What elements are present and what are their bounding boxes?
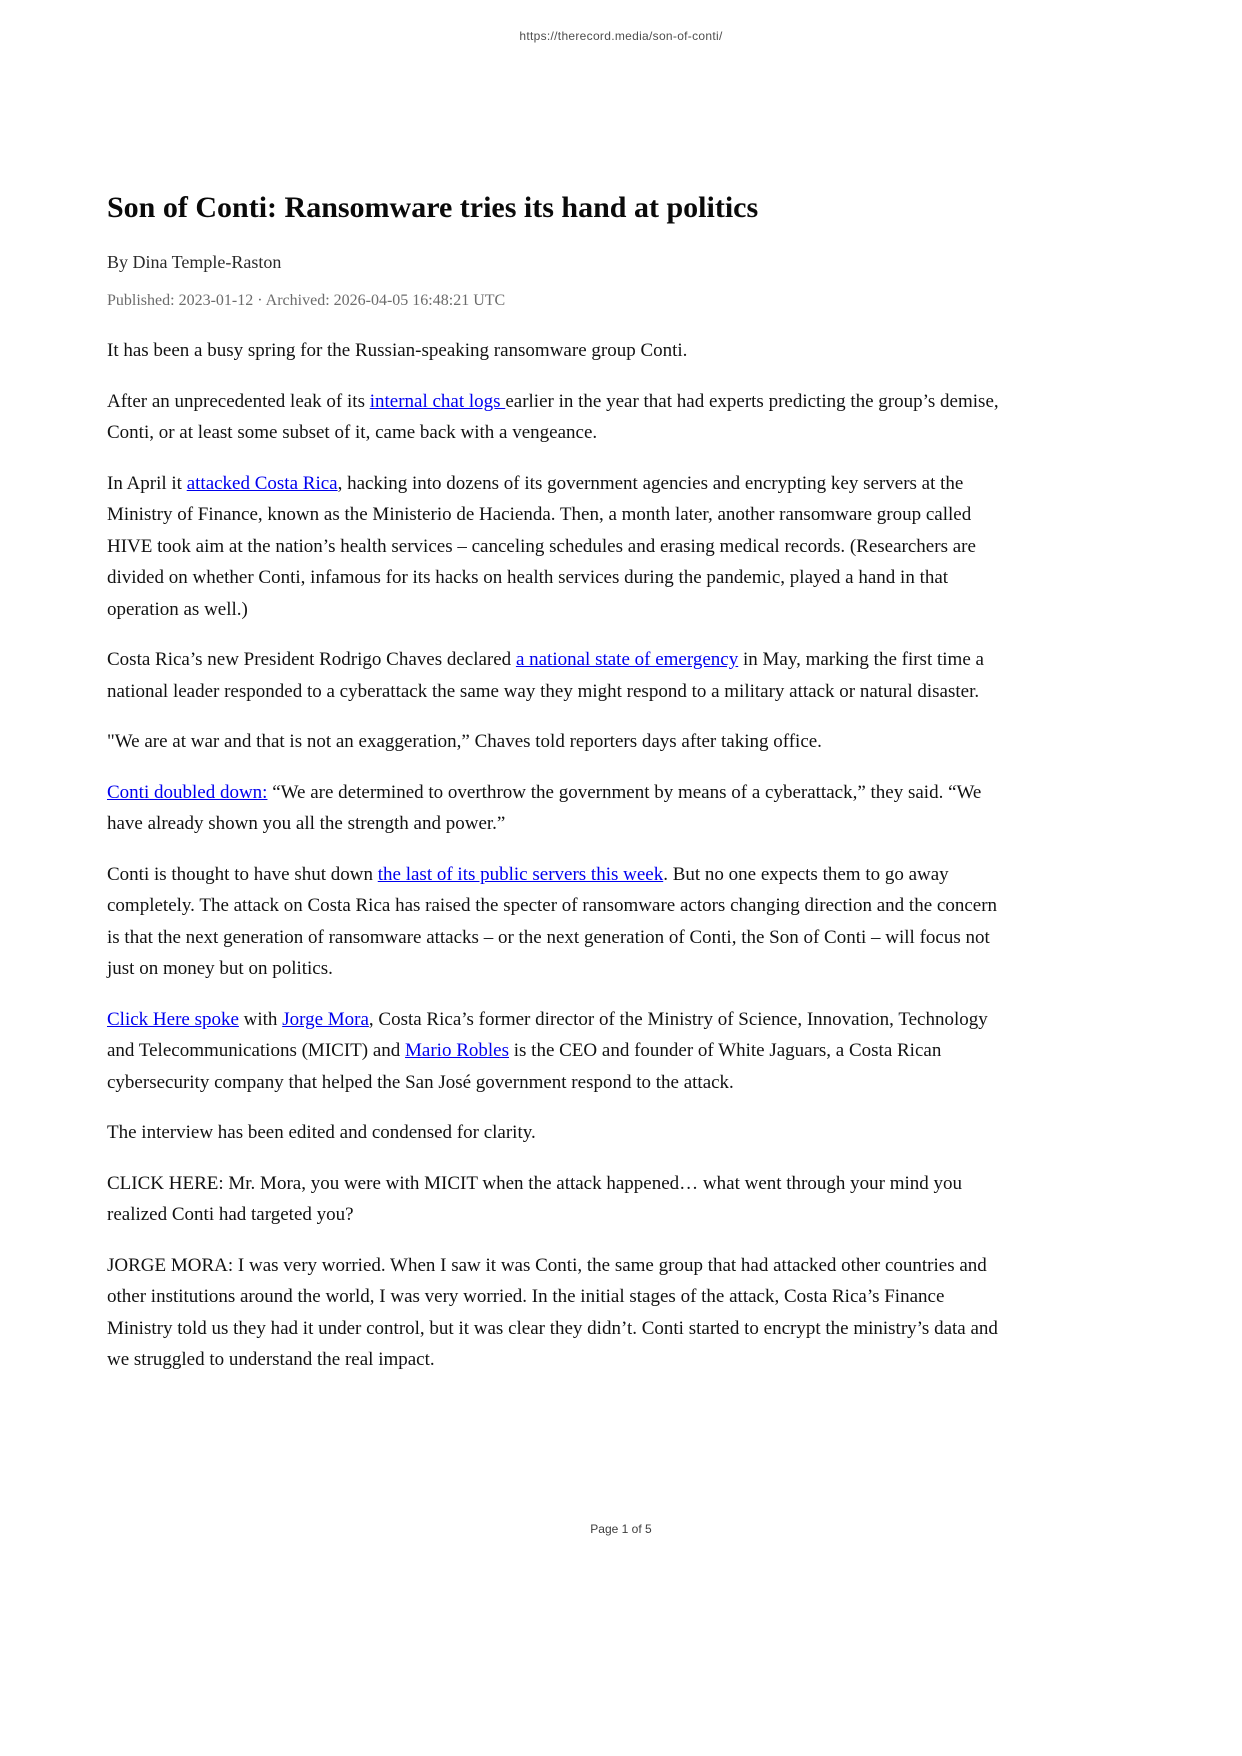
- inline-link[interactable]: Click Here spoke: [107, 1008, 239, 1030]
- print-header-url: https://therecord.media/son-of-conti/: [519, 29, 723, 43]
- article-byline: By Dina Temple-Raston: [107, 252, 282, 272]
- paragraph: [107, 1004, 1004, 1099]
- inline-link[interactable]: Conti doubled down:: [107, 781, 268, 803]
- paragraph-text: "We are at war and that is not an exaggeration,” Chaves told reporters days after taking office.: [107, 731, 822, 752]
- paragraph-text: is the CEO and founder of White Jaguars, a Costa Rican cybersecurity company that helped the San José government respond to the attack.: [107, 1040, 942, 1093]
- paragraph: [107, 859, 1004, 985]
- paragraph-text: “We are determined to overthrow the government by means of a cyberattack,” they said. “We have already shown you all the strength and power.”: [107, 781, 982, 834]
- paragraph-text: It has been a busy spring for the Russian-speaking ransomware group Conti.: [107, 340, 688, 361]
- paragraph: [107, 644, 1004, 707]
- paragraph: [107, 1117, 1004, 1149]
- inline-link[interactable]: internal chat logs: [369, 390, 506, 412]
- paragraph: [107, 1250, 1004, 1376]
- inline-link[interactable]: Mario Robles: [405, 1040, 509, 1061]
- article: [107, 0, 1004, 1395]
- paragraph-text: earlier in the year that had experts predicting the group’s demise, Conti, or at least some subset of it, came back with a vengeance.: [107, 390, 999, 443]
- paragraph-text: CLICK HERE: Mr. Mora, you were with MICIT when the attack happened… what went through your mind you realized Conti had targeted you?: [107, 1172, 963, 1225]
- inline-link[interactable]: a national state of emergency: [515, 649, 739, 670]
- paragraph: [107, 335, 1004, 367]
- paragraph-text: Costa Rica’s new President Rodrigo Chaves declared: [107, 649, 516, 670]
- inline-link[interactable]: Jorge Mora: [282, 1008, 369, 1030]
- paragraph-text: In April it: [107, 472, 187, 494]
- paragraph: [107, 726, 1004, 758]
- paragraph: [107, 468, 1004, 626]
- paragraph-text: . But no one expects them to go away completely. The attack on Costa Rica has raised the specter of ransomware actors changing direction and the concern is that the next generation of ransomware attacks – or the next generation of Conti, the Son of Conti – will focus not just on money but on politics.: [107, 863, 998, 979]
- article-title: Son of Conti: Ransomware tries its hand at politics: [107, 191, 759, 224]
- paragraph-text: Conti is thought to have shut down: [107, 863, 378, 885]
- paragraph: [107, 386, 1004, 449]
- paragraph-text: JORGE MORA: I was very worried. When I saw it was Conti, the same group that had attacked other countries and other institutions around the world, I was very worried. In the initial stages of the attack, Costa Rica’s Finance Ministry told us they had it under control, but it was clear they didn’t. Conti started to encrypt the ministry’s data and we struggled to understand the real impact.: [107, 1254, 998, 1370]
- paragraph: [107, 1168, 1004, 1231]
- paragraph-text: , Costa Rica’s former director of the Ministry of Science, Innovation, Technology and Telecommunications (MICIT) and: [107, 1008, 988, 1061]
- paragraph-text: , hacking into dozens of its government agencies and encrypting key servers at the Ministry of Finance, known as the Ministerio de Hacienda. Then, a month later, another ransomware group called HIVE took aim at the nation’s health services – canceling schedules and erasing medical records. (Researchers are divided on whether Conti, infamous for its hacks on health services during the pandemic, played a hand in that operation as well.): [107, 472, 976, 620]
- inline-link[interactable]: attacked Costa Rica: [186, 472, 338, 494]
- article-published-archived-info: Published: 2023-01-12 · Archived: 2026-04-05 16:48:21 UTC: [107, 292, 506, 309]
- paragraph-text: with: [238, 1008, 283, 1030]
- inline-link[interactable]: the last of its public servers this week: [377, 863, 664, 885]
- paragraph-text: After an unprecedented leak of its: [107, 390, 370, 412]
- paragraph-text: The interview has been edited and condensed for clarity.: [107, 1122, 536, 1143]
- print-footer-page-number: Page 1 of 5: [590, 1522, 652, 1536]
- paragraph: [107, 777, 1004, 840]
- article-body: [107, 335, 1004, 1376]
- paragraph-text: in May, marking the first time a national leader responded to a cyberattack the same way they might respond to a military attack or natural disaster.: [107, 649, 984, 702]
